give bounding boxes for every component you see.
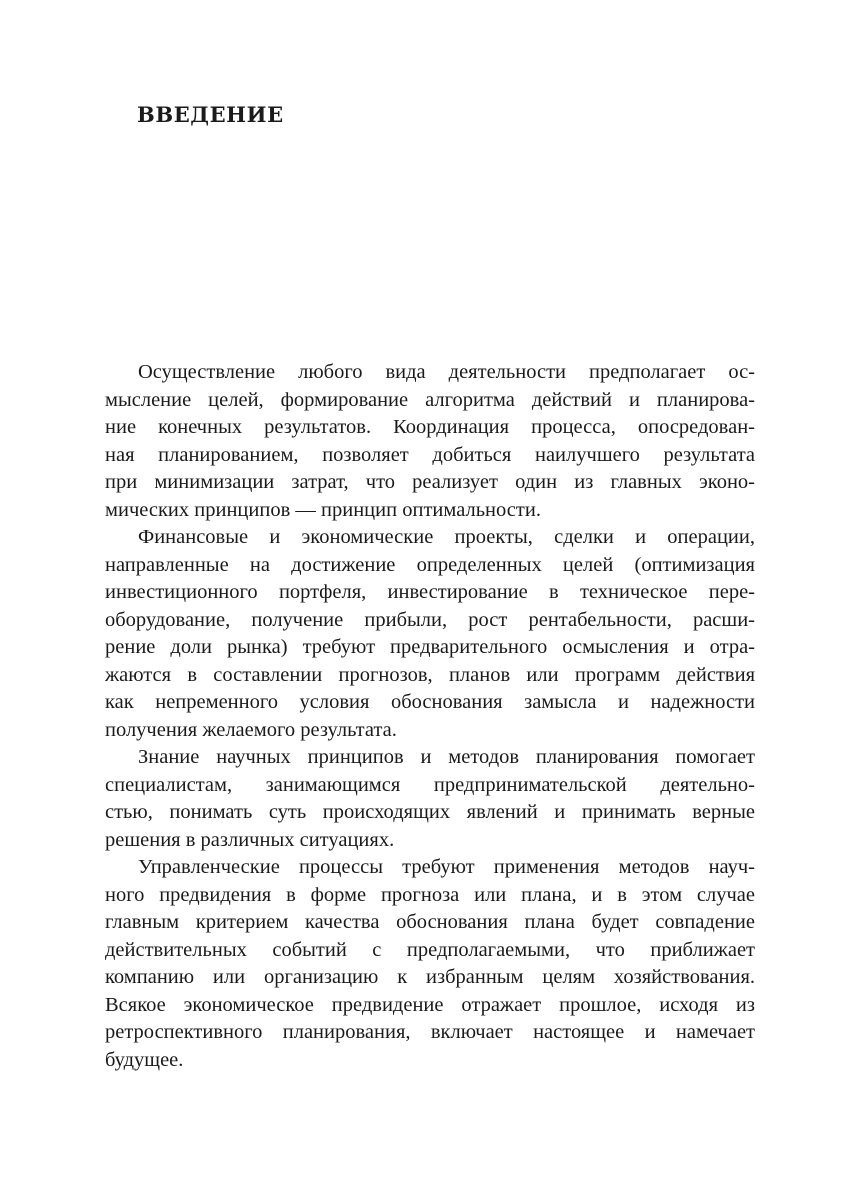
text-line: компанию или организацию к избранным целям хозяйствования.	[105, 966, 755, 988]
text-line: специалистам, занимающимся предпринимательской деятельно-	[105, 773, 755, 796]
text-line: оборудование, получение прибыли, рост рентабельности, расши-	[105, 608, 755, 631]
text-line: стью, понимать суть происходящих явлений и принимать верные	[105, 801, 755, 823]
text-line: направленные на достижение определенных целей (оптимизация	[105, 553, 755, 576]
text-line: при минимизации затрат, что реализует один из главных эконо-	[105, 471, 755, 493]
text-line: Всякое экономическое предвидение отражает прошлое, исходя из	[105, 993, 755, 1016]
text-line: Финансовые и экономические проекты, сделки и операции,	[138, 526, 755, 548]
text-line: жаются в составлении прогнозов, планов или программ действия	[105, 663, 755, 686]
body-text	[105, 359, 755, 1074]
text-line: ние конечных результатов. Координация процесса, опосредован-	[105, 416, 755, 438]
text-line: инвестиционного портфеля, инвестирование в техническое пере-	[105, 581, 755, 603]
page-title: ВВЕДЕНИЕ	[137, 102, 284, 127]
text-line: ная планированием, позволяет добиться наилучшего результата	[105, 443, 755, 466]
text-line: как непременного условия обоснования замысла и надежности	[105, 691, 755, 713]
text-line: действительных событий с предполагаемыми, что приближает	[105, 938, 755, 961]
text-line: решения в различных ситуациях.	[105, 828, 395, 851]
text-line: ретроспективного планирования, включает настоящее и намечает	[105, 1021, 755, 1043]
text-line: Знание научных принципов и методов планирования помогает	[138, 746, 755, 768]
text-line: ного предвидения в форме прогноза или плана, и в этом случае	[105, 883, 755, 906]
text-line: рение доли рынка) требуют предварительного осмысления и отра-	[105, 636, 755, 658]
text-line: Осуществление любого вида деятельности предполагает ос-	[138, 361, 755, 383]
text-line: мысление целей, формирование алгоритма действий и планирова-	[105, 388, 755, 411]
text-line: будущее.	[105, 1048, 184, 1071]
text-line: получения желаемого результата.	[105, 718, 397, 741]
text-line: главным критерием качества обоснования плана будет совпадение	[105, 911, 755, 933]
text-line: мических принципов — принцип оптимальности.	[105, 498, 541, 521]
text-line: Управленческие процессы требуют применения методов науч-	[138, 856, 755, 878]
